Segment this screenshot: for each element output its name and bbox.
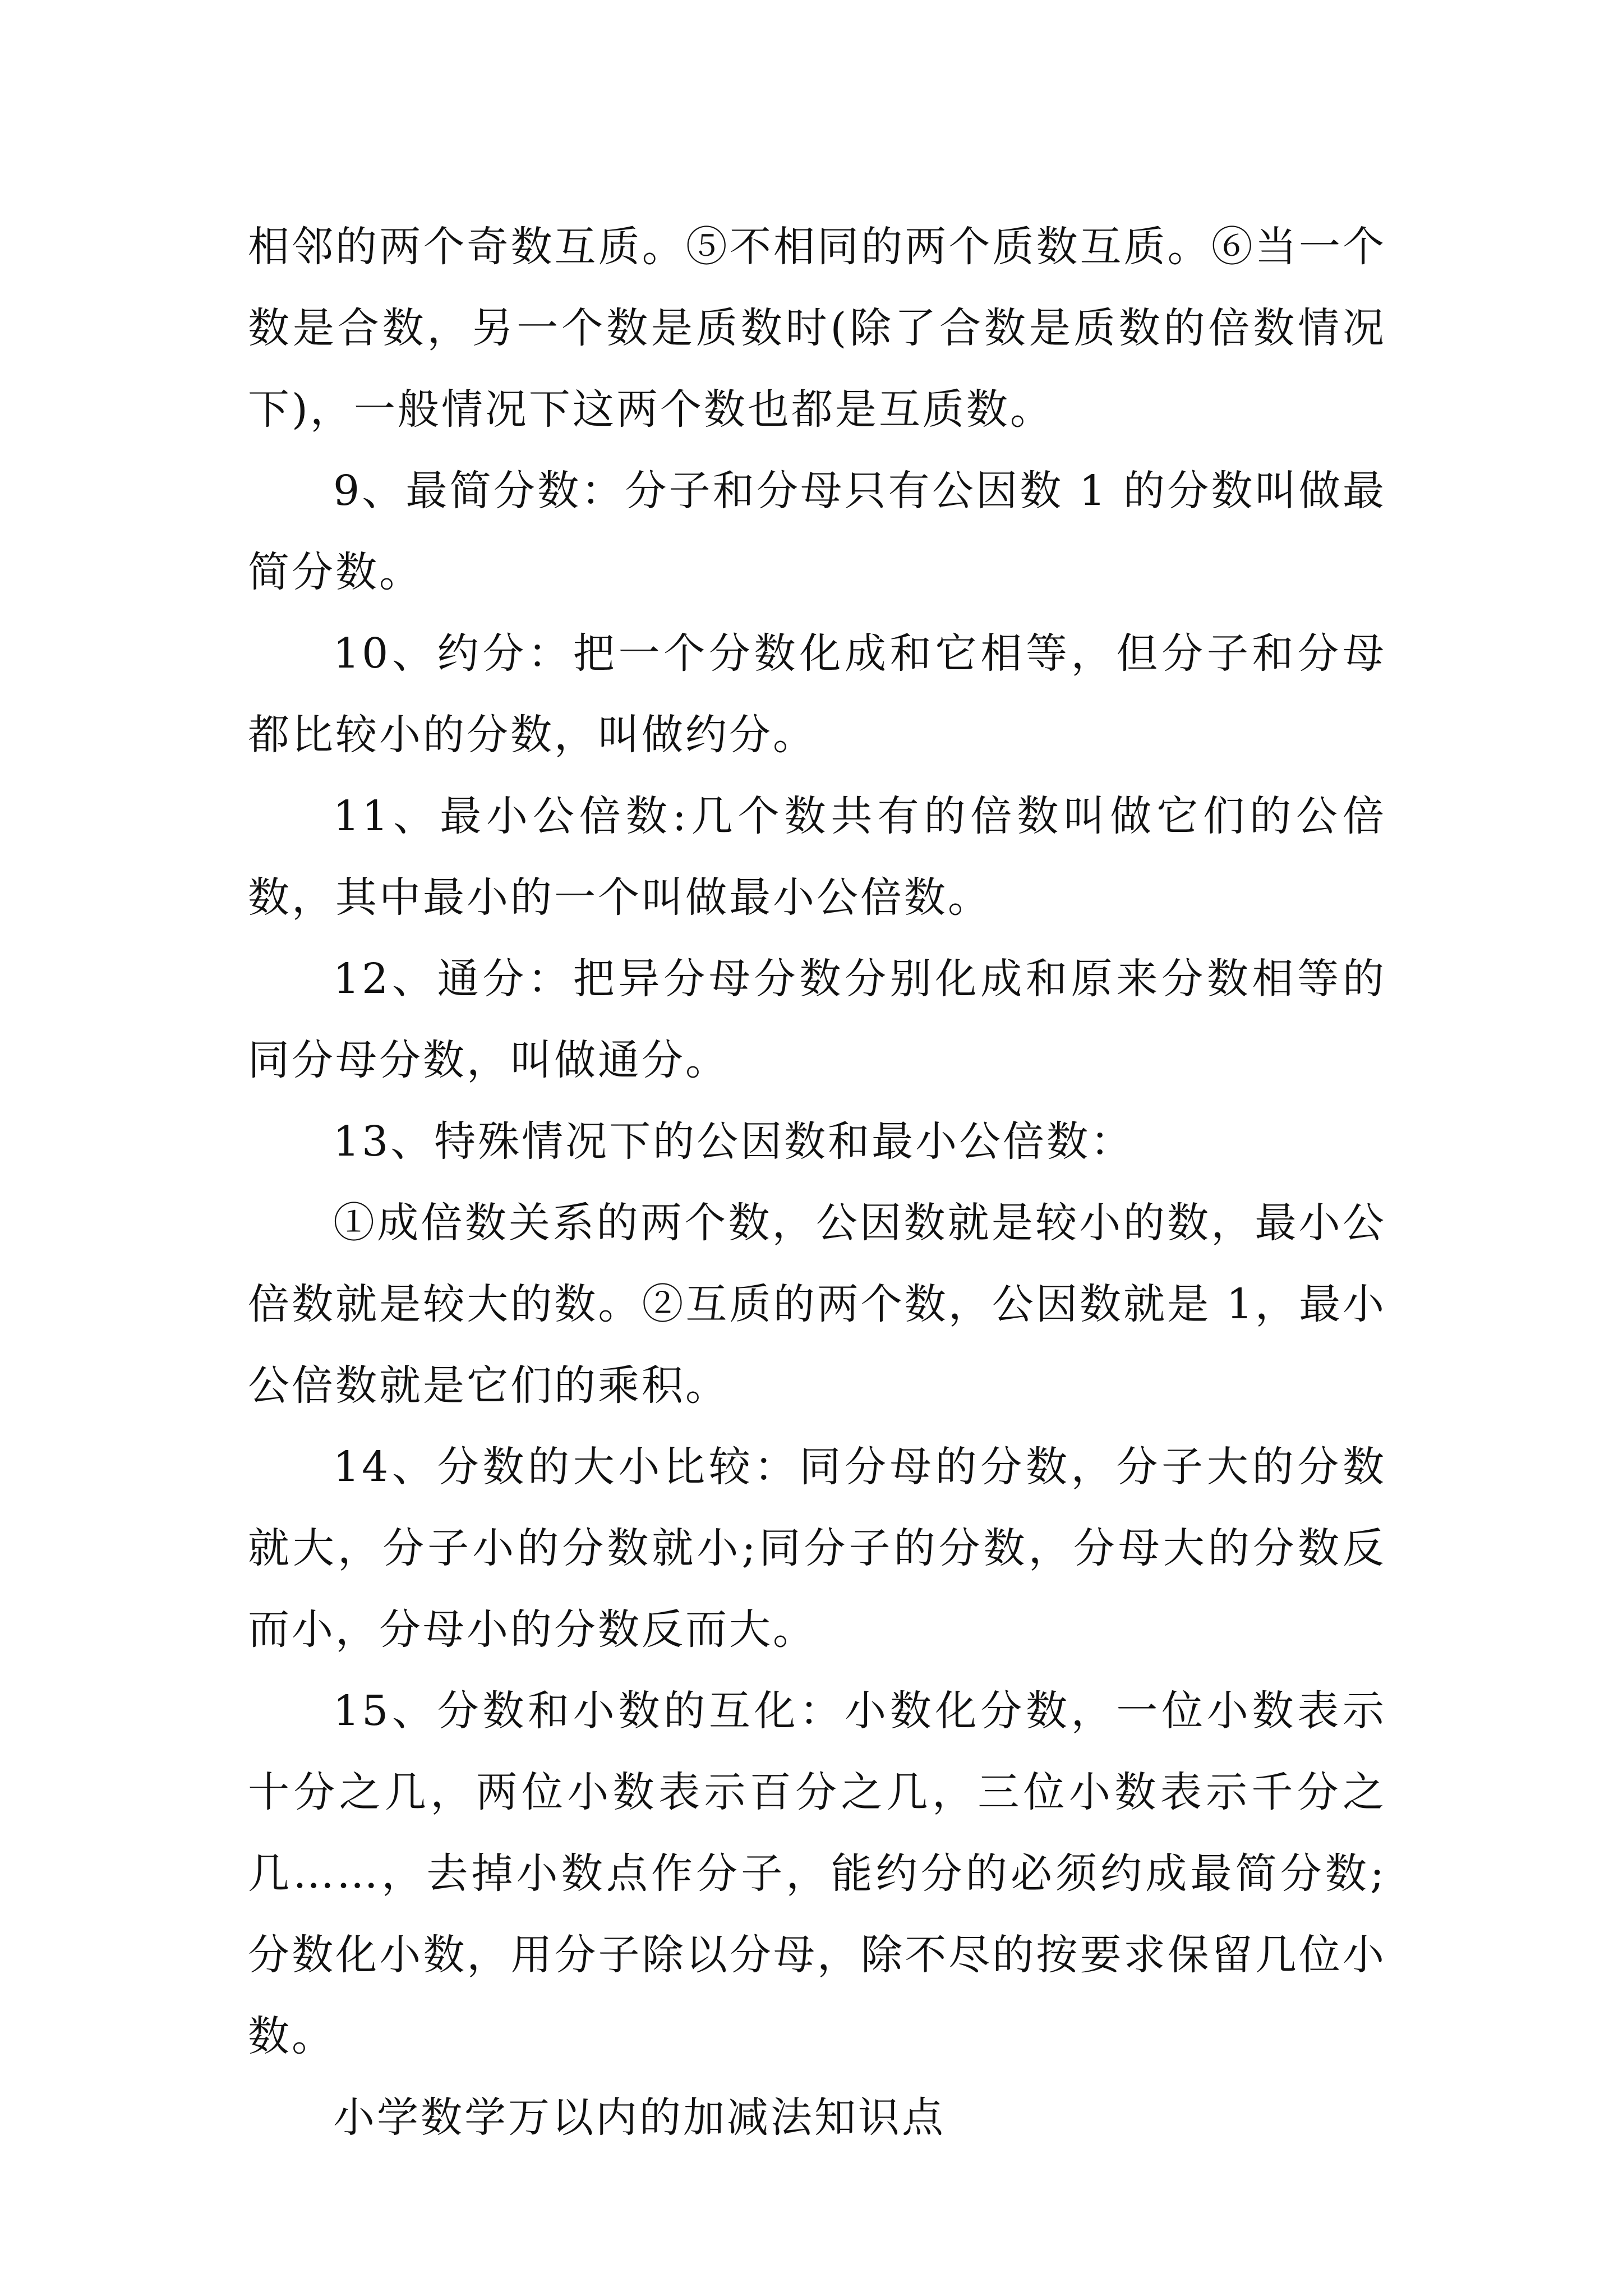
paragraph-lcm: 11、最小公倍数:几个数共有的倍数叫做它们的公倍数，其中最小的一个叫做最小公倍数。: [248, 792, 1386, 922]
paragraph-fraction-decimal-conversion: 15、分数和小数的互化：小数化分数，一位小数表示十分之几，两位小数表示百分之几，三位小数表示千分之几……，去掉小数点作分子，能约分的必须约成最简分数;分数化小数，用分子除以分母，除不尽的按要求保留几位小数。: [248, 1687, 1386, 2060]
paragraph-simplest-fraction: 9、最简分数：分子和分母只有公因数 1 的分数叫做最简分数。: [248, 467, 1386, 596]
paragraph-fraction-comparison: 14、分数的大小比较：同分母的分数，分子大的分数就大，分子小的分数就小;同分子的分数，分母大的分数反而小，分母小的分数反而大。: [248, 1443, 1386, 1654]
paragraph-common-denominator: 12、通分：把异分母分数分别化成和原来分数相等的同分母分数，叫做通分。: [248, 955, 1386, 1084]
paragraph-special-cases: ①成倍数关系的两个数，公因数就是较小的数，最小公倍数就是较大的数。②互质的两个数，公因数就是 1，最小公倍数就是它们的乘积。: [248, 1199, 1386, 1410]
document-body: [248, 206, 1386, 2159]
paragraph-coprime-rules: 相邻的两个奇数互质。⑤不相同的两个质数互质。⑥当一个数是合数，另一个数是质数时(除了合数是质数的倍数情况下)，一般情况下这两个数也都是互质数。: [248, 223, 1386, 434]
section-heading-addition-subtraction: 小学数学万以内的加减法知识点: [333, 2093, 946, 2142]
paragraph-reduction: 10、约分：把一个分数化成和它相等，但分子和分母都比较小的分数，叫做约分。: [248, 629, 1386, 759]
paragraph-special-cases-heading: 13、特殊情况下的公因数和最小公倍数：: [333, 1117, 1135, 1166]
